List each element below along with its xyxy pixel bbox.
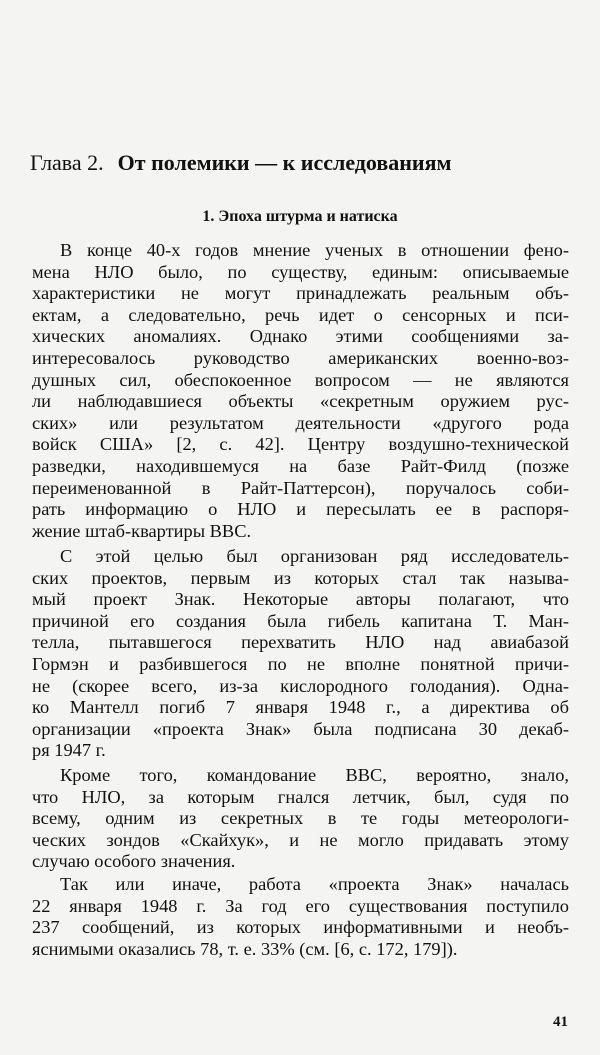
chapter-number: Глава 2. bbox=[30, 150, 104, 175]
text-line: ческих зондов «Скайхук», и не могло придавать этому bbox=[32, 829, 569, 850]
text-line: Гормэн и разбившегося по не вполне понятной причи- bbox=[32, 653, 569, 674]
section-heading: 1. Эпоха штурма и натиска bbox=[202, 208, 398, 225]
text-line: рать информацию о НЛО и пересылать ее в распоря- bbox=[32, 499, 569, 520]
paragraph-3 bbox=[32, 765, 569, 873]
text-line: хических аномалиях. Однако этими сообщениями за- bbox=[32, 326, 569, 347]
text-line: ко Мантелл погиб 7 января 1948 г., а директива об bbox=[32, 697, 569, 718]
text-line: мена НЛО было, по существу, единым: описываемые bbox=[32, 261, 569, 282]
text-line: организации «проекта Знак» была подписана 30 декаб- bbox=[32, 718, 569, 739]
text-line: ря 1947 г. bbox=[32, 740, 106, 761]
text-line: причиной его создания была гибель капитана Т. Ман- bbox=[32, 610, 569, 631]
page-number: 41 bbox=[553, 1014, 568, 1030]
chapter-heading bbox=[30, 150, 575, 176]
text-line: что НЛО, за которым гнался летчик, был, судя по bbox=[32, 786, 569, 807]
text-line: интересовалось руководство американских военно-воз- bbox=[32, 347, 569, 368]
paragraph-4 bbox=[32, 874, 569, 960]
paragraph-2 bbox=[32, 546, 569, 762]
text-line: войск США» [2, с. 42]. Центру воздушно-технической bbox=[32, 434, 569, 455]
text-line: ских» или результатом деятельности «другого рода bbox=[32, 412, 569, 433]
text-line: Так или иначе, работа «проекта Знак» началась bbox=[60, 874, 569, 894]
text-line: С этой целью был организован ряд исследователь- bbox=[60, 546, 569, 566]
text-line: мый проект Знак. Некоторые авторы полагают, что bbox=[32, 589, 569, 610]
text-line: яснимыми оказались 78, т. е. 33% (см. [6, с. 172, 179]). bbox=[32, 938, 458, 959]
text-line: 22 января 1948 г. За год его существования поступило bbox=[32, 895, 569, 916]
text-line: всему, одним из секретных в те годы метеорологи- bbox=[32, 808, 569, 829]
text-line: душных сил, обеспокоенное вопросом — не являются bbox=[32, 369, 569, 390]
text-line: не (скорее всего, из-за кислородного голодания). Одна- bbox=[32, 675, 569, 696]
text-line: 237 сообщений, из которых информативными и необъ- bbox=[32, 917, 569, 938]
text-line: ли наблюдавшиеся объекты «секретным оружием рус- bbox=[32, 391, 569, 412]
text-line: разведки, находившемуся на базе Райт-Филд (позже bbox=[32, 455, 569, 476]
text-line: В конце 40-х годов мнение ученых в отношении фено- bbox=[60, 240, 569, 260]
text-line: ектам, а следовательно, речь идет о сенсорных и пси- bbox=[32, 304, 569, 325]
text-line: случаю особого значения. bbox=[32, 851, 236, 872]
paragraph-1 bbox=[32, 240, 569, 542]
text-line: характеристики не могут принадлежать реальным объ- bbox=[32, 283, 569, 304]
text-line: жение штаб-квартиры ВВС. bbox=[32, 520, 252, 541]
text-line: переименованной в Райт-Паттерсон), поручалось соби- bbox=[32, 477, 569, 498]
text-line: ских проектов, первым из которых стал так называ- bbox=[32, 567, 569, 588]
text-line: Кроме того, командование ВВС, вероятно, знало, bbox=[60, 765, 569, 785]
text-line: телла, пытавшегося перехватить НЛО над авиабазой bbox=[32, 632, 569, 653]
chapter-title: От полемики — к исследованиям bbox=[117, 150, 452, 175]
